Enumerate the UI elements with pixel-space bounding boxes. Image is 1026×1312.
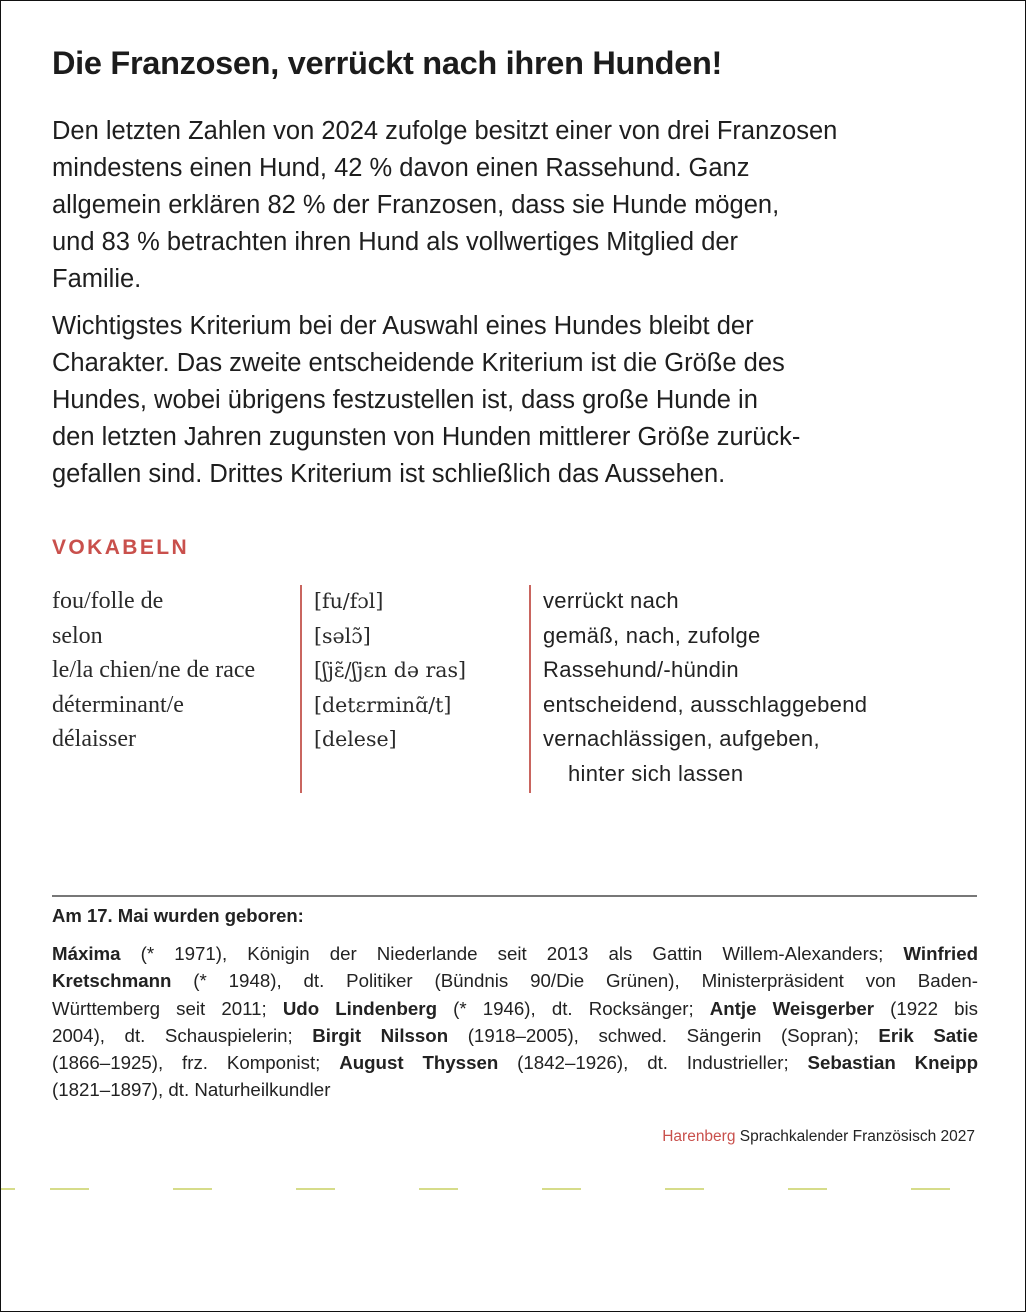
person-name: Erik Satie bbox=[878, 1024, 978, 1046]
born-line bbox=[52, 940, 978, 967]
paragraph-line: allgemein erklären 82 % der Franzosen, dass sie Hunde mögen, bbox=[52, 191, 780, 219]
paragraph-line: Wichtigstes Kriterium bei der Auswahl eines Hundes bleibt der bbox=[52, 312, 754, 340]
paragraph-1 bbox=[52, 113, 992, 298]
vocab-translation: entscheidend, ausschlaggebend bbox=[543, 691, 868, 717]
vocab-pronunciation: [detɛrminɑ̃/t] bbox=[314, 692, 452, 717]
person-details: (* 1948), dt. Politiker (Bündnis 90/Die Grünen), Ministerpräsident von Baden- bbox=[171, 970, 978, 992]
person-details: (1918–2005), schwed. Sängerin (Sopran); bbox=[448, 1024, 879, 1046]
person-details: (1821–1897), dt. Naturheilkundler bbox=[52, 1079, 331, 1101]
paragraph-line: Charakter. Das zweite entscheidende Kriterium ist die Größe des bbox=[52, 349, 785, 377]
paragraph-line: Familie. bbox=[52, 265, 142, 293]
vocab-french-term: fou/folle de bbox=[52, 588, 164, 614]
person-name: Sebastian Kneipp bbox=[807, 1052, 978, 1074]
vocab-french-term: déterminant/e bbox=[52, 691, 184, 718]
born-line bbox=[52, 967, 978, 994]
vocab-translation: vernachlässigen, aufgeben, bbox=[543, 726, 820, 751]
person-details: (* 1946), dt. Rocksänger; bbox=[437, 997, 710, 1019]
born-line bbox=[52, 1076, 978, 1103]
vocab-translation: gemäß, nach, zufolge bbox=[543, 622, 761, 648]
born-list bbox=[52, 940, 978, 1104]
paragraph-line: mindestens einen Hund, 42 % davon einen Rassehund. Ganz bbox=[52, 154, 750, 182]
born-line bbox=[52, 995, 978, 1022]
vocab-translation: Rassehund/-hündin bbox=[543, 657, 739, 682]
person-name: August Thyssen bbox=[339, 1052, 499, 1074]
vocab-pronunciation: [səlɔ̃] bbox=[314, 623, 371, 648]
person-details: (* 1971), Königin der Niederlande seit 2013 als Gattin Willem-Alexanders; bbox=[120, 943, 904, 964]
person-details: (1842–1926), dt. Industrieller; bbox=[498, 1052, 808, 1074]
vocab-german-column bbox=[543, 584, 867, 791]
born-heading: Am 17. Mai wurden geboren: bbox=[52, 905, 304, 926]
person-name: Birgit Nilsson bbox=[312, 1024, 449, 1046]
section-rule bbox=[52, 895, 977, 897]
born-line bbox=[52, 1022, 978, 1049]
person-name: Kretschmann bbox=[52, 970, 172, 992]
person-name: Udo Lindenberg bbox=[282, 997, 437, 1019]
paragraph-line: den letzten Jahren zugunsten von Hunden mittlerer Größe zurück- bbox=[52, 423, 801, 451]
vocab-ipa-column bbox=[314, 584, 466, 757]
vocab-divider bbox=[529, 585, 531, 793]
paragraph-line: Hundes, wobei übrigens festzustellen ist, dass große Hunde in bbox=[52, 386, 758, 414]
cut-line bbox=[1, 1188, 1025, 1190]
born-line bbox=[52, 1049, 978, 1076]
person-details: (1922 bis bbox=[874, 997, 978, 1019]
vocab-french-column bbox=[52, 584, 255, 757]
page-title: Die Franzosen, verrückt nach ihren Hunden! bbox=[52, 45, 723, 81]
footer-credit bbox=[662, 1128, 975, 1146]
vocab-translation: verrückt nach bbox=[543, 588, 679, 613]
person-name: Antje Weisgerber bbox=[709, 997, 875, 1019]
paragraph-2 bbox=[52, 308, 992, 493]
person-details: Württemberg seit 2011; bbox=[52, 997, 283, 1019]
person-details: (1866–1925), frz. Komponist; bbox=[52, 1052, 340, 1074]
vocab-pronunciation: [fu/fɔl] bbox=[314, 589, 384, 613]
vocab-divider bbox=[300, 585, 302, 793]
vocab-pronunciation: [ʃjɛ̃/ʃjɛn də ras] bbox=[314, 658, 467, 682]
vocab-heading: VOKABELN bbox=[52, 536, 190, 559]
vocab-translation-continued: hinter sich lassen bbox=[568, 760, 744, 786]
vocab-french-term: selon bbox=[52, 622, 103, 649]
calendar-name: Sprachkalender Französisch 2027 bbox=[735, 1128, 975, 1145]
person-details: 2004), dt. Schauspielerin; bbox=[52, 1024, 313, 1046]
publisher-brand: Harenberg bbox=[662, 1128, 736, 1145]
person-name: Winfried bbox=[903, 943, 978, 964]
paragraph-line: und 83 % betrachten ihren Hund als vollwertiges Mitglied der bbox=[52, 228, 739, 256]
vocab-french-term: délaisser bbox=[52, 726, 136, 752]
paragraph-line: Den letzten Zahlen von 2024 zufolge besitzt einer von drei Franzosen bbox=[52, 117, 838, 145]
paragraph-line: gefallen sind. Drittes Kriterium ist schließlich das Aussehen. bbox=[52, 460, 726, 488]
vocab-pronunciation: [delese] bbox=[314, 727, 397, 751]
person-name: Máxima bbox=[52, 943, 121, 964]
vocab-french-term: le/la chien/ne de race bbox=[52, 657, 256, 683]
